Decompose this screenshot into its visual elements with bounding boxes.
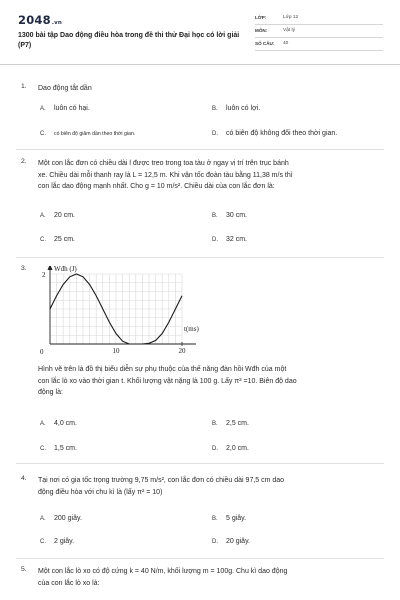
- document-header: [0, 0, 400, 72]
- question-line: của con lắc lò xo là:: [38, 579, 100, 587]
- document-title: 1300 bài tập Dao động điều hòa trong đề thi thử Đại học có lời giải (P7): [18, 32, 240, 49]
- question-text: [38, 158, 383, 193]
- question-text: Dao động tắt dần: [38, 85, 92, 92]
- question-divider: [16, 463, 384, 464]
- energy-time-graph: [28, 266, 208, 356]
- meta-row-class: [255, 13, 383, 25]
- y-tick-label: 2: [42, 271, 46, 279]
- meta-label: LỚP:: [255, 15, 267, 20]
- document-meta: [255, 13, 383, 52]
- question-number: 5.: [21, 566, 27, 573]
- meta-value: Vật lý: [283, 28, 295, 33]
- option-a[interactable]: A. luôn có hại.: [40, 105, 90, 112]
- question-number: 2.: [21, 158, 27, 165]
- option-c[interactable]: C. 2 giây.: [40, 538, 75, 545]
- y-axis-label: Wđh (J): [54, 266, 77, 273]
- option-b[interactable]: B. 2,5 cm.: [212, 420, 249, 427]
- question-line: Hình vẽ trên là đồ thị biểu diễn sự phụ thuộc của thế năng đàn hồi Wđh của một: [38, 366, 287, 373]
- question-line: động là:: [38, 389, 63, 396]
- question-line: Một con lắc đơn có chiều dài l được treo trong toa tàu ở ngay vị trí trên trục bánh: [38, 160, 289, 167]
- question-line: con lắc dao động mạnh nhất. Cho g = 10 m/s². Chiều dài của con lắc đơn là:: [38, 183, 275, 190]
- question-text: [38, 566, 383, 589]
- option-a[interactable]: A. 4,0 cm.: [40, 420, 77, 427]
- option-c[interactable]: C. có biên độ giảm dần theo thời gian.: [40, 131, 136, 137]
- option-b[interactable]: B. luôn có lợi.: [212, 105, 261, 112]
- question-line: con lắc lò xo vào thời gian t. Khối lượng vật nặng là 100 g. Lấy π² =10. Biên độ dao: [38, 377, 297, 385]
- option-d[interactable]: D. có biên độ không đổi theo thời gian.: [212, 130, 338, 137]
- meta-value: 40: [283, 41, 289, 46]
- option-d[interactable]: D. 2,0 cm.: [212, 445, 249, 452]
- question-line: Một con lắc lò xo có độ cứng k = 40 N/m, khối lượng m = 100g. Chu kì dao động: [38, 568, 288, 575]
- question-divider: [16, 257, 384, 258]
- option-b[interactable]: B. 5 giây.: [212, 515, 247, 522]
- meta-label: MÔN:: [255, 28, 268, 33]
- question-number: 3.: [21, 265, 27, 272]
- question-line: xe. Chiều dài mỗi thanh ray là L = 12,5 m. Khi vận tốc đoàn tàu bằng 11,38 m/s thì: [38, 171, 293, 179]
- x-tick-label: 10: [112, 347, 120, 355]
- question-number: 1.: [21, 83, 27, 90]
- option-b[interactable]: B. 30 cm.: [212, 212, 248, 219]
- meta-row-subject: [255, 26, 383, 38]
- option-a[interactable]: A. 20 cm.: [40, 212, 76, 219]
- option-c[interactable]: C. 1,5 cm.: [40, 445, 77, 452]
- option-d[interactable]: D. 32 cm.: [212, 236, 248, 243]
- question-number: 4.: [21, 475, 27, 482]
- header-divider: [0, 64, 400, 65]
- site-logo[interactable]: [18, 13, 62, 27]
- question-text: [38, 364, 383, 399]
- y-axis-arrow: [48, 266, 53, 270]
- question-text: [38, 475, 383, 498]
- question-line: Tại nơi có gia tốc trọng trường 9,75 m/s², con lắc đơn có chiều dài 97,5 cm dao: [38, 477, 285, 484]
- energy-time-chart: [28, 266, 208, 356]
- question-divider: [16, 149, 384, 150]
- question-line: động điều hòa với chu kì là (lấy π² = 10): [38, 488, 163, 496]
- x-tick-label: 0: [40, 348, 44, 356]
- x-axis-label: t(ms): [184, 325, 199, 333]
- option-c[interactable]: C. 25 cm.: [40, 236, 76, 243]
- logo-suffix: .vn: [51, 20, 63, 26]
- x-tick-label: 20: [178, 347, 186, 355]
- meta-row-count: [255, 39, 383, 51]
- meta-label: SỐ CÂU:: [255, 41, 275, 46]
- question-divider: [16, 558, 384, 559]
- option-a[interactable]: A. 200 giây.: [40, 515, 82, 522]
- logo-text: 2048: [18, 13, 51, 27]
- meta-value: Lớp 12: [283, 15, 299, 20]
- option-d[interactable]: D. 20 giây.: [212, 538, 250, 545]
